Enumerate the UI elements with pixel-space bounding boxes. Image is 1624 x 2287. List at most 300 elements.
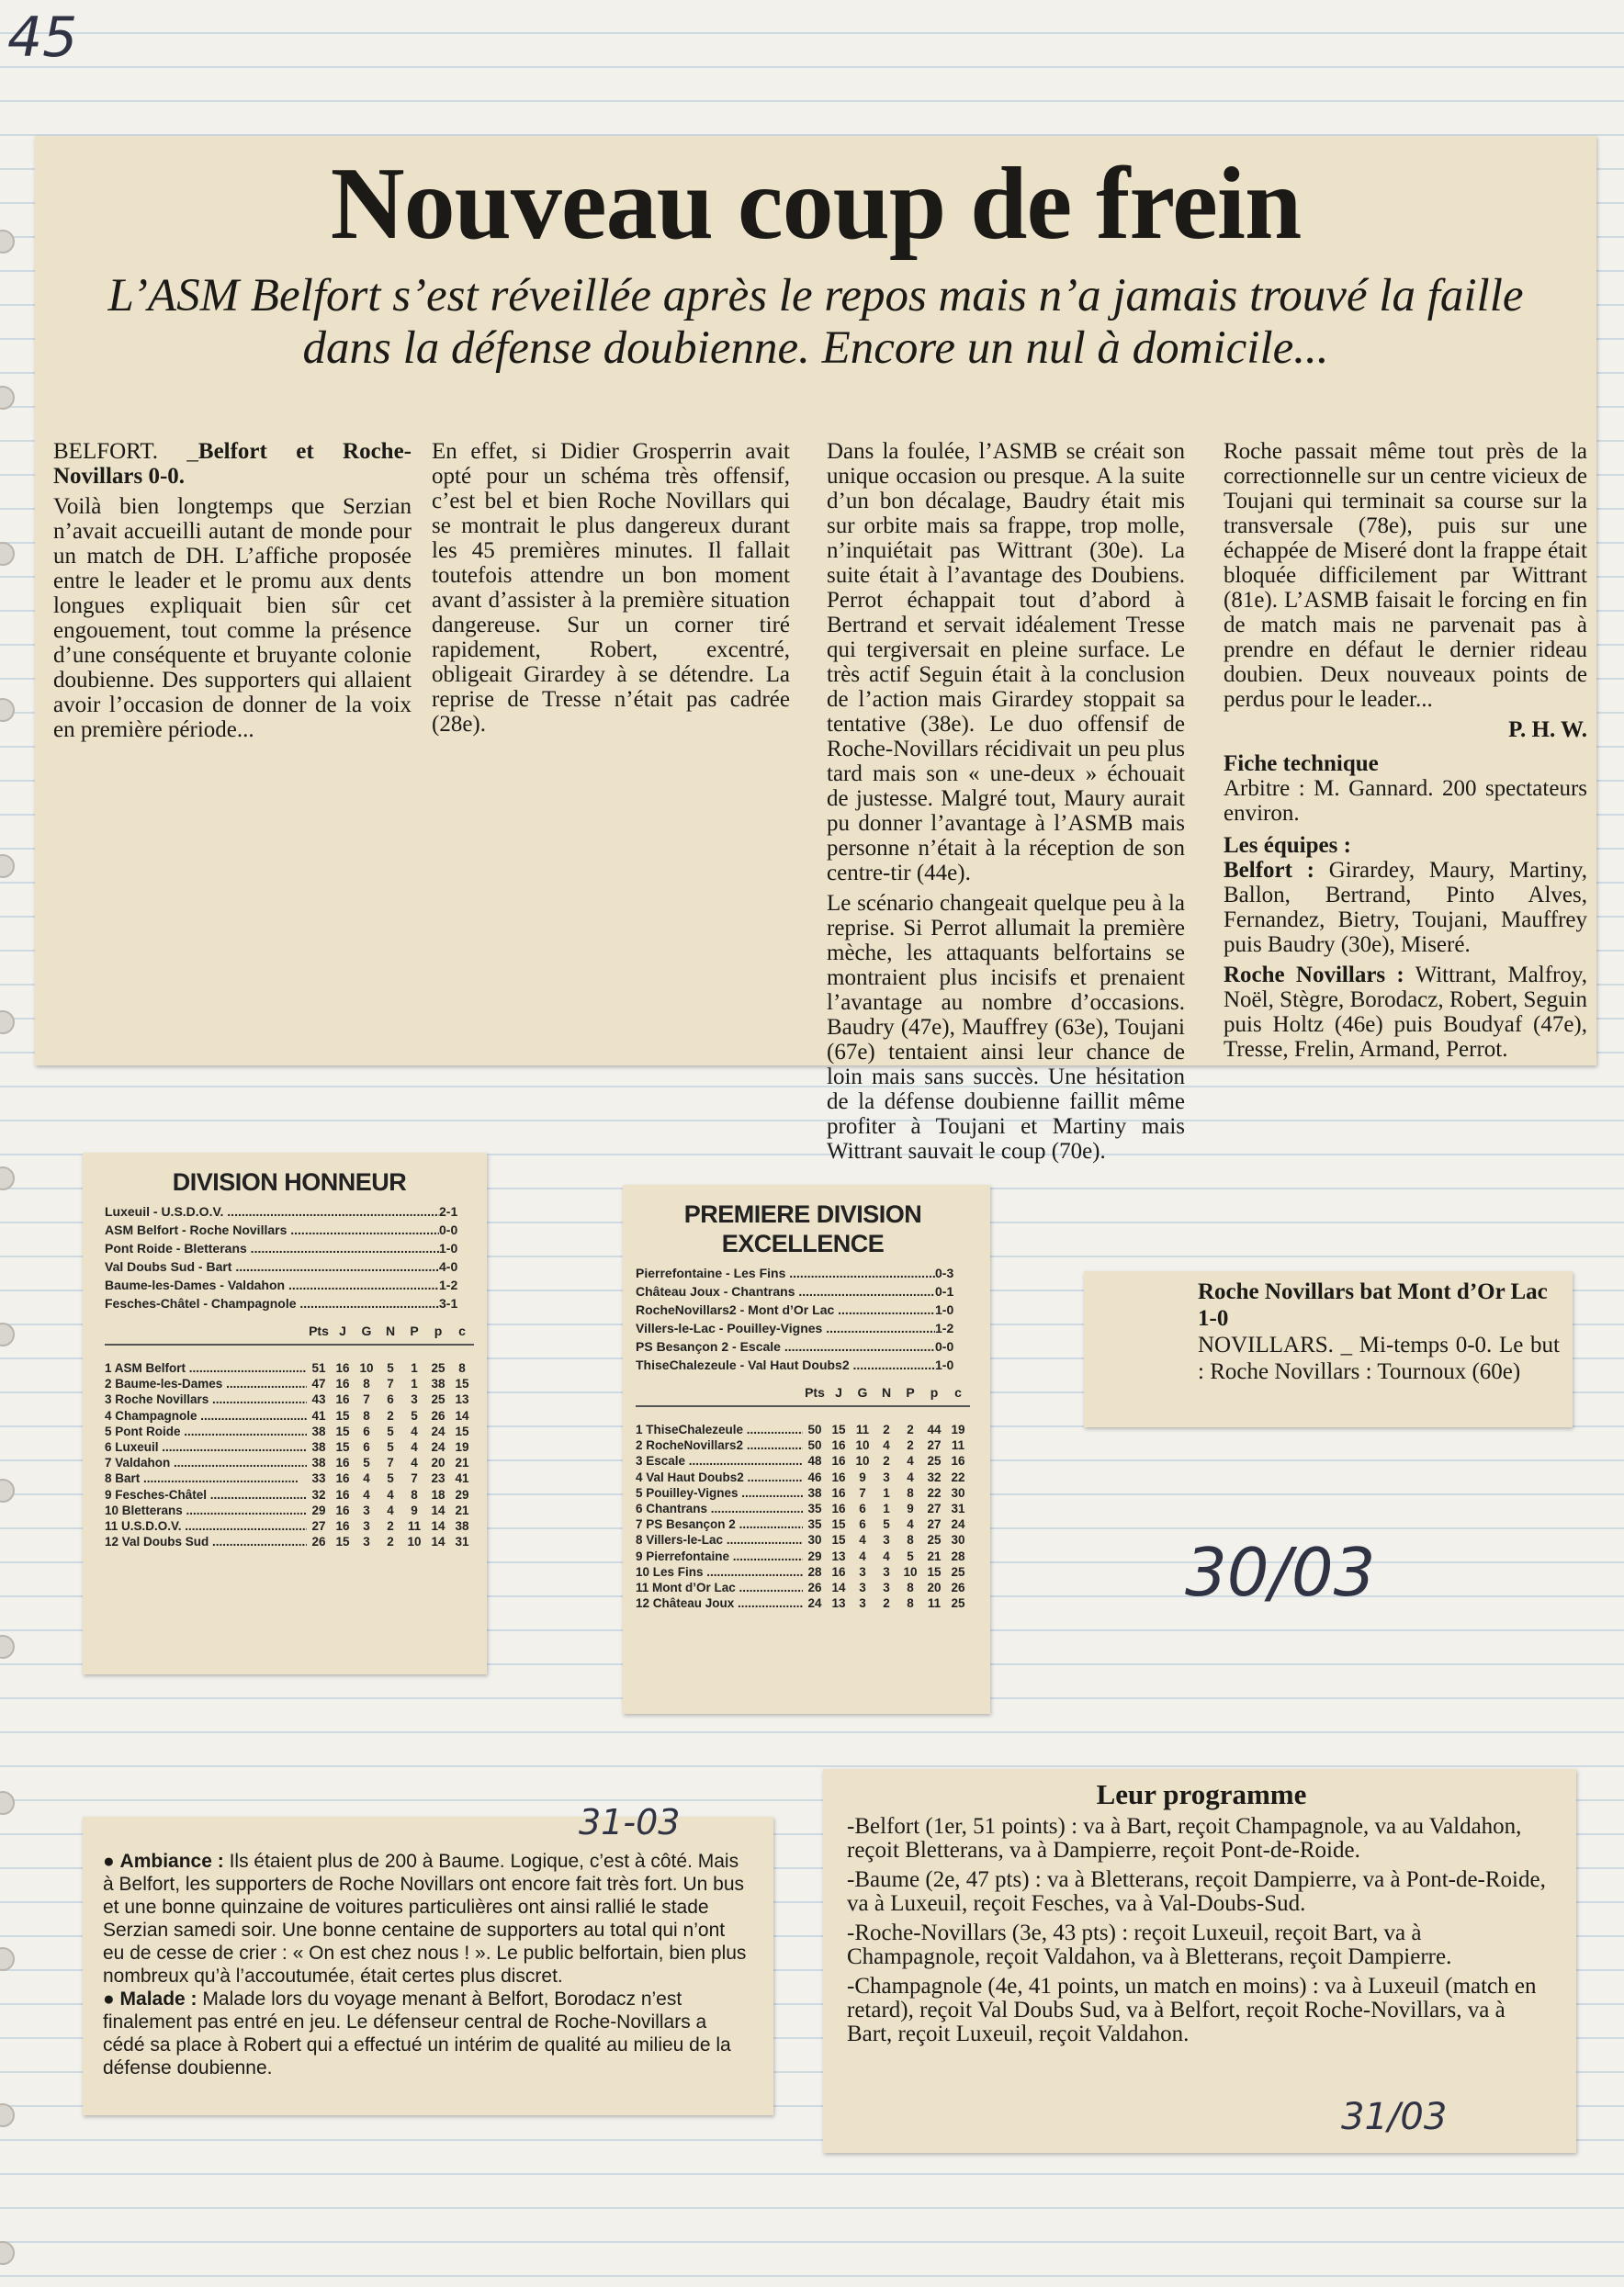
article-body — [44, 439, 1596, 1164]
standings-cell: 8 — [907, 1581, 914, 1595]
roche-novillars-brief — [1084, 1271, 1573, 1427]
standings-cell: 16 — [335, 1487, 350, 1502]
standings-cell: 3 — [411, 1392, 418, 1407]
paragraph: Le scénario changeait quelque peu à la reprise. Si Perrot allumait la première mèche, les attaquants belfortains se montraient plus incisifs et prenaient l’avantage au nombre d’occasions. Baudry (47e), Mauffrey (63e), Toujani (67e) tentaient ainsi leur chance de loin mais sans succès. Une hésitation de la défense doubienne faillit même profiter à Toujani et Martiny mais Wittrant sauvait le coup (70e). — [827, 891, 1185, 1164]
team-name: 8 Bart ..... — [105, 1470, 307, 1486]
standings-cell: 18 — [431, 1487, 445, 1502]
standings-cell: 3 — [883, 1533, 890, 1548]
premiere-division-table — [623, 1185, 990, 1714]
handwritten-date: 31-03 — [579, 1802, 681, 1842]
signature: P. H. W. — [1508, 717, 1587, 742]
standings-cell: 16 — [335, 1471, 350, 1486]
result-score: 4-0 — [439, 1259, 458, 1274]
standings-cell: 2 — [387, 1535, 394, 1549]
standings-cell: 38 — [311, 1424, 326, 1438]
standings-cell: 23 — [431, 1471, 445, 1486]
standings-cell: 16 — [335, 1456, 350, 1470]
standings-cell: 5 — [387, 1424, 394, 1438]
result-score: 2-1 — [439, 1204, 458, 1219]
result-row — [105, 1221, 474, 1239]
result-score: 1-0 — [935, 1302, 954, 1317]
standings-cell: 3 — [859, 1581, 866, 1595]
team-name: 2 RocheNovillars2 ..... — [636, 1437, 803, 1453]
standings-cell: 8 — [907, 1485, 914, 1500]
standings-cell: 16 — [831, 1454, 846, 1469]
ambiance-text: Ils étaient plus de 200 à Baume. Logique, c’est à côté. Mais à Belfort, les supporters de Roche Novillars ont encore fait très fort. Un bus et une bonne quinzaine de voitures particulières ont ainsi rallié le stade Serzian samedi soir. Une bonne centaine de supporters au total qui n’ont eu de cesse de crier : « On est chez nous ! ». Le public belfortain, bien plus nombreux qu’à l’accoutumée, était certes plus discret. — [103, 1851, 747, 1987]
programme-item: -Roche-Novillars (3e, 43 pts) : reçoit Luxeuil, reçoit Bart, va à Champagnole, reçoit Valdahon, va à Bletterans, reçoit Dampierre. — [847, 1921, 1452, 1969]
standings-cell: 29 — [455, 1487, 469, 1502]
team-name: 5 Pouilley-Vignes ..... — [636, 1485, 803, 1501]
table-title: PREMIERE DIVISION — [683, 1200, 922, 1228]
standings-cell: 29 — [311, 1503, 326, 1517]
standings-cell: 15 — [831, 1533, 846, 1548]
team-name: 4 Val Haut Doubs2 ..... — [636, 1470, 803, 1485]
standings-row — [105, 1424, 474, 1439]
standings-cell: 28 — [807, 1564, 822, 1579]
standings-cell: 44 — [927, 1423, 942, 1436]
table-subtitle: EXCELLENCE — [721, 1230, 885, 1257]
standings-cell: 32 — [311, 1487, 326, 1502]
paragraph: Roche passait même tout près de la correctionnelle sur un centre vicieux de Toujani qui terminait sa course sur la transversale (78e), puis sur une échappée de Miseré dont la frappe était bloquée difficilement par Wittrant (81e). L’ASMB faisait le forcing en fin de match mais ne parvenait pas à prendre en défaut le dernier rideau doubien. Deux nouveaux points de perdus pour le leader... — [1224, 439, 1587, 712]
standings-cell: 27 — [311, 1519, 326, 1534]
standings-cell: 8 — [363, 1377, 370, 1391]
team-name: 10 Bletterans ..... — [105, 1503, 307, 1518]
standings-cell: 5 — [387, 1471, 394, 1486]
main-article-clipping — [35, 136, 1596, 1164]
result-score: 3-1 — [439, 1296, 458, 1311]
standings-header-cell: G — [361, 1324, 372, 1338]
standings-cell: 9 — [411, 1503, 418, 1517]
standings-row — [105, 1503, 474, 1518]
standings-cell: 41 — [311, 1408, 326, 1423]
standings-cell: 1 — [883, 1485, 890, 1500]
standings-row — [105, 1360, 474, 1376]
standings-header-cell: N — [881, 1385, 892, 1400]
standings-cell: 25 — [431, 1392, 445, 1407]
paragraph: Voilà bien longtemps que Serzian n’avait accueilli autant de monde pour un match de DH. L’affiche proposée entre le leader et le promu aux dents longues expliquait bien sûr cet engouement, tout comme la présence d’une conséquente et bruyante colonie doubienne. Des supporters qui allaient avoir l’occasion de donner de la voix en première période... — [53, 494, 412, 742]
standings-cell: 11 — [855, 1423, 870, 1436]
standings-cell: 15 — [335, 1408, 350, 1423]
article-column-3 — [827, 439, 1185, 1169]
result-score: 1-2 — [439, 1278, 458, 1292]
standings-cell: 2 — [907, 1423, 914, 1436]
dateline: BELFORT. _ — [53, 439, 198, 464]
standings-cell: 3 — [883, 1564, 890, 1579]
standings-row — [636, 1516, 970, 1532]
standings-cell: 2 — [883, 1454, 890, 1469]
standings-cell: 8 — [907, 1533, 914, 1548]
result-match: Château Joux - Chantrans ..... — [636, 1282, 935, 1301]
paragraph: Dans la foulée, l’ASMB se créait son unique occasion ou presque. A la suite d’un bon décalage, Baudry était mis sur orbite mais sa frappe, trop molle, n’inquiétait pas Wittrant (30e). La suite était à l’avantage des Doubiens. Perrot échappait tout d’abord à Bertrand et servait idéalement Tresse qui tergiversait en pleine surface. Le très actif Seguin était à la conclusion de l’action mais Girardey stoppait sa tentative (38e). Le duo offensif de Roche-Novillars récidivait un peu plus tard mais son « une-deux » échouait de justesse. Malgré tout, Maury aurait pu donner l’avantage à l’ASMB mais personne n’était à la réception de son centre-tir (44e). — [827, 439, 1185, 885]
result-row — [105, 1276, 474, 1294]
standings-cell: 43 — [311, 1392, 326, 1407]
standings-cell: 50 — [807, 1438, 822, 1453]
ambiance-label: Ambiance : — [119, 1851, 224, 1872]
standings-cell: 16 — [335, 1503, 350, 1517]
standings-cell: 35 — [807, 1517, 822, 1532]
result-match: Pont Roide - Bletterans ..... — [105, 1239, 439, 1257]
team-name: 12 Château Joux ..... — [636, 1595, 803, 1611]
standings-cell: 7 — [859, 1485, 866, 1500]
standings-cell: 10 — [407, 1535, 422, 1549]
equipes-title: Les équipes : — [1224, 833, 1351, 858]
standings-cell: 7 — [411, 1471, 418, 1486]
result-match: ASM Belfort - Roche Novillars ..... — [105, 1221, 439, 1239]
result-row — [636, 1282, 970, 1301]
standings-cell: 20 — [431, 1456, 445, 1470]
result-row — [636, 1264, 970, 1282]
standings-cell: 3 — [363, 1503, 370, 1517]
standings-cell: 3 — [883, 1470, 890, 1484]
standings-cell: 31 — [951, 1502, 965, 1516]
standings-cell: 7 — [363, 1392, 370, 1407]
standings-row — [636, 1485, 970, 1501]
result-row — [636, 1301, 970, 1319]
standings-cell: 25 — [951, 1564, 965, 1579]
standings-cell: 24 — [807, 1596, 822, 1611]
team-name: 1 ThiseChalezeule ..... — [636, 1422, 803, 1437]
standings-cell: 38 — [431, 1377, 445, 1391]
standings-header — [105, 1324, 474, 1346]
standings-cell: 25 — [951, 1596, 965, 1611]
standings-header-cell: c — [954, 1385, 962, 1400]
standings-cell: 25 — [927, 1454, 942, 1469]
result-row — [105, 1239, 474, 1257]
standings-cell: 10 — [855, 1454, 870, 1469]
standings-cell: 9 — [859, 1470, 866, 1484]
standings-cell: 24 — [951, 1517, 965, 1532]
deck: L’ASM Belfort s’est réveillée après le repos mais n’a jamais trouvé la faille dans la défense doubienne. Encore un nul à domicile... — [107, 270, 1524, 374]
malade-text: Malade lors du voyage menant à Belfort, Borodacz n’est finalement pas entré en jeu. Le défenseur central de Roche-Novillars a cédé sa place à Robert qui a effectué un intérim de qualité au milieu de la défense doubienne. — [103, 1988, 731, 2079]
header-spacer — [636, 1385, 803, 1400]
standings-cell: 7 — [387, 1377, 394, 1391]
standings-row — [105, 1439, 474, 1455]
standings-cell: 10 — [903, 1564, 918, 1579]
standings-cell: 4 — [883, 1549, 890, 1563]
standings-cell: 26 — [807, 1581, 822, 1595]
standings-header-cell: J — [835, 1385, 842, 1400]
standings-cell: 4 — [907, 1470, 914, 1484]
standings-row — [636, 1437, 970, 1453]
standings-row — [105, 1470, 474, 1486]
standings-cell: 2 — [387, 1408, 394, 1423]
result-row — [636, 1337, 970, 1356]
standings-row — [105, 1376, 474, 1391]
team-name: 8 Villers-le-Lac ..... — [636, 1532, 803, 1548]
result-row — [105, 1294, 474, 1312]
standings-cell: 10 — [855, 1438, 870, 1453]
belfort-players: Girardey, Maury, Martiny, Ballon, Bertrand, Pinto Alves, Fernandez, Bietry, Toujani, Mauffrey puis Baudry (30e), Miseré. — [1224, 858, 1587, 957]
standings-cell: 16 — [335, 1361, 350, 1375]
standings-cell: 25 — [927, 1533, 942, 1548]
standings-cell: 4 — [387, 1487, 394, 1502]
result-score: 0-0 — [439, 1222, 458, 1237]
standings-header-cell: p — [930, 1385, 939, 1400]
standings-cell: 8 — [363, 1408, 370, 1423]
programme-clipping — [823, 1769, 1576, 2153]
programme-title: Leur programme — [1096, 1778, 1307, 1810]
standings-row — [105, 1455, 474, 1470]
result-match: ThiseChalezeule - Val Haut Doubs2 ..... — [636, 1356, 935, 1374]
standings-cell: 22 — [927, 1485, 942, 1500]
result-row — [636, 1356, 970, 1374]
standings-cell: 5 — [907, 1549, 914, 1563]
standings-cell: 48 — [807, 1454, 822, 1469]
standings-cell: 26 — [431, 1408, 445, 1423]
team-name: 11 Mont d’Or Lac ..... — [636, 1580, 803, 1595]
standings-cell: 11 — [927, 1596, 942, 1611]
standings-cell: 4 — [363, 1487, 370, 1502]
standings-cell: 15 — [335, 1440, 350, 1455]
result-score: 0-3 — [935, 1266, 954, 1280]
standings-cell: 22 — [951, 1470, 965, 1484]
result-match: Villers-le-Lac - Pouilley-Vignes ..... — [636, 1319, 935, 1337]
standings-cell: 15 — [831, 1517, 846, 1532]
standings-cell: 3 — [883, 1581, 890, 1595]
standings-cell: 38 — [455, 1519, 469, 1534]
team-name: 11 U.S.D.O.V. ..... — [105, 1518, 307, 1534]
result-row — [105, 1202, 474, 1221]
standings-cell: 3 — [363, 1519, 370, 1534]
standings-cell: 14 — [431, 1535, 445, 1549]
standings-cell: 5 — [411, 1408, 418, 1423]
result-score: 0-0 — [935, 1339, 954, 1354]
standings-cell: 6 — [387, 1392, 394, 1407]
team-name: 3 Roche Novillars ..... — [105, 1391, 307, 1407]
standings-cell: 28 — [951, 1549, 965, 1563]
article-column-1 — [53, 439, 412, 748]
standings-cell: 19 — [951, 1423, 965, 1436]
standings-cell: 5 — [363, 1456, 370, 1470]
standings-cell: 4 — [907, 1454, 914, 1469]
standings-cell: 16 — [831, 1470, 846, 1484]
brief-title: Roche Novillars bat Mont d’Or Lac 1-0 — [1198, 1279, 1548, 1331]
standings-row — [636, 1549, 970, 1564]
standings-cell: 4 — [859, 1549, 866, 1563]
team-name: 5 Pont Roide ..... — [105, 1424, 307, 1439]
standings-cell: 2 — [883, 1596, 890, 1611]
standings-cell: 9 — [907, 1502, 914, 1516]
standings-header-cell: N — [385, 1324, 396, 1338]
standings-cell: 29 — [807, 1549, 822, 1563]
standings-cell: 4 — [363, 1471, 370, 1486]
standings-header-cell: G — [857, 1385, 868, 1400]
standings-cell: 26 — [951, 1581, 965, 1595]
standings-cell: 21 — [927, 1549, 942, 1563]
team-name: 10 Les Fins ..... — [636, 1564, 803, 1580]
standings-cell: 13 — [455, 1392, 469, 1407]
standings-cell: 6 — [363, 1440, 370, 1455]
standings-cell: 24 — [431, 1440, 445, 1455]
result-match: Baume-les-Dames - Valdahon ..... — [105, 1276, 439, 1294]
team-name: 9 Pierrefontaine ..... — [636, 1549, 803, 1564]
standings-cell: 41 — [455, 1471, 469, 1486]
standings-cell: 15 — [455, 1377, 469, 1391]
standings-row — [636, 1470, 970, 1485]
standings-header-cell: c — [458, 1324, 466, 1338]
standings-cell: 16 — [951, 1454, 965, 1469]
handwritten-date: 30/03 — [1185, 1534, 1376, 1611]
standings-row — [105, 1518, 474, 1534]
standings-cell: 16 — [831, 1438, 846, 1453]
article-column-2 — [432, 439, 790, 742]
team-name: 7 PS Besançon 2 ..... — [636, 1516, 803, 1532]
team-name: 2 Baume-les-Dames ..... — [105, 1376, 307, 1391]
standings-cell: 24 — [431, 1424, 445, 1438]
team-name: 4 Champagnole ..... — [105, 1408, 307, 1424]
standings-cell: 27 — [927, 1502, 942, 1516]
standings-cell: 16 — [831, 1564, 846, 1579]
result-score: 0-1 — [935, 1284, 954, 1299]
standings-row — [636, 1532, 970, 1548]
standings-list — [636, 1422, 970, 1611]
standings-header-cell: P — [410, 1324, 419, 1338]
result-score: 1-2 — [935, 1321, 954, 1335]
standings-cell: 6 — [363, 1424, 370, 1438]
standings-cell: 2 — [907, 1438, 914, 1453]
standings-cell: 4 — [859, 1533, 866, 1548]
standings-cell: 11 — [407, 1519, 422, 1534]
standings-cell: 31 — [455, 1535, 469, 1549]
standings-row — [105, 1534, 474, 1549]
standings-cell: 25 — [431, 1361, 445, 1375]
standings-row — [636, 1422, 970, 1437]
programme-item: -Baume (2e, 47 pts) : va à Bletterans, reçoit Dampierre, va à Pont-de-Roide, va à Luxeuil, reçoit Fesches, va à Val-Doubs-Sud. — [847, 1867, 1546, 1916]
standings-cell: 27 — [927, 1517, 942, 1532]
standings-cell: 15 — [335, 1424, 350, 1438]
standings-cell: 19 — [455, 1440, 469, 1455]
standings-cell: 4 — [883, 1438, 890, 1453]
standings-cell: 4 — [411, 1424, 418, 1438]
standings-row — [636, 1501, 970, 1516]
team-name: 1 ASM Belfort ..... — [105, 1360, 307, 1376]
standings-cell: 47 — [311, 1377, 326, 1391]
result-match: RocheNovillars2 - Mont d’Or Lac ..... — [636, 1301, 935, 1319]
standings-row — [636, 1453, 970, 1469]
standings-cell: 21 — [455, 1503, 469, 1517]
standings-cell: 27 — [927, 1438, 942, 1453]
header-spacer — [105, 1324, 307, 1338]
standings-cell: 2 — [883, 1423, 890, 1436]
standings-cell: 30 — [807, 1533, 822, 1548]
standings-cell: 30 — [951, 1485, 965, 1500]
standings-cell: 8 — [458, 1361, 466, 1375]
fiche-technique-text: Arbitre : M. Gannard. 200 spectateurs environ. — [1224, 776, 1587, 826]
bullet: ● — [103, 1851, 120, 1872]
standings-cell: 4 — [907, 1517, 914, 1532]
team-name: 3 Escale ..... — [636, 1453, 803, 1469]
result-match: Luxeuil - U.S.D.O.V. ..... — [105, 1202, 439, 1221]
standings-cell: 10 — [359, 1361, 374, 1375]
result-match: PS Besançon 2 - Escale ..... — [636, 1337, 935, 1356]
standings-cell: 16 — [831, 1485, 846, 1500]
standings-row — [636, 1580, 970, 1595]
standings-cell: 4 — [411, 1440, 418, 1455]
bullet: ● — [103, 1988, 120, 2010]
standings-cell: 30 — [951, 1533, 965, 1548]
standings-cell: 16 — [335, 1377, 350, 1391]
standings-cell: 4 — [387, 1503, 394, 1517]
standings-row — [105, 1408, 474, 1424]
result-match: Fesches-Châtel - Champagnole ..... — [105, 1294, 439, 1312]
match-result: Belfort et Roche-Novillars 0-0. — [53, 439, 412, 489]
team-name: 6 Chantrans ..... — [636, 1501, 803, 1516]
standings-cell: 38 — [311, 1456, 326, 1470]
team-name: 6 Luxeuil ..... — [105, 1439, 307, 1455]
team-name: 12 Val Doubs Sud ..... — [105, 1534, 307, 1549]
standings-cell: 38 — [807, 1485, 822, 1500]
standings-cell: 15 — [927, 1564, 942, 1579]
standings-cell: 13 — [831, 1596, 846, 1611]
result-score: 1-0 — [935, 1358, 954, 1372]
table-title: DIVISION HONNEUR — [172, 1168, 407, 1196]
brief-text: NOVILLARS. _ Mi-temps 0-0. Le but : Roche Novillars : Tournoux (60e) — [1198, 1333, 1560, 1384]
standings-cell: 14 — [455, 1408, 469, 1423]
standings-cell: 5 — [387, 1440, 394, 1455]
standings-cell: 38 — [311, 1440, 326, 1455]
division-honneur-table — [83, 1153, 487, 1674]
roche-label: Roche Novillars : — [1224, 963, 1404, 987]
standings-cell: 11 — [951, 1438, 965, 1453]
standings-cell: 35 — [807, 1502, 822, 1516]
standings-cell: 14 — [831, 1581, 846, 1595]
standings-cell: 33 — [311, 1471, 326, 1486]
standings-cell: 46 — [807, 1470, 822, 1484]
standings-cell: 51 — [311, 1361, 326, 1375]
standings-cell: 1 — [411, 1361, 418, 1375]
standings-cell: 15 — [455, 1424, 469, 1438]
standings-cell: 5 — [387, 1361, 394, 1375]
standings-cell: 1 — [883, 1502, 890, 1516]
standings-cell: 50 — [807, 1423, 822, 1436]
standings-cell: 6 — [859, 1517, 866, 1532]
programme-item: -Belfort (1er, 51 points) : va à Bart, reçoit Champagnole, va au Valdahon, reçoit Bletterans, va à Dampierre, reçoit Pont-de-Roide. — [847, 1814, 1522, 1863]
standings-cell: 3 — [363, 1535, 370, 1549]
standings-cell: 16 — [831, 1502, 846, 1516]
standings-cell: 21 — [455, 1456, 469, 1470]
standings-cell: 16 — [335, 1519, 350, 1534]
standings-header — [636, 1385, 970, 1407]
standings-cell: 15 — [335, 1535, 350, 1549]
result-match: Val Doubs Sud - Bart ..... — [105, 1257, 439, 1276]
team-name: 9 Fesches-Châtel ..... — [105, 1487, 307, 1503]
standings-row — [105, 1391, 474, 1407]
fiche-technique-title: Fiche technique — [1224, 751, 1379, 776]
standings-header-cell: P — [906, 1385, 915, 1400]
results-list — [105, 1202, 474, 1312]
standings-cell: 1 — [411, 1377, 418, 1391]
standings-cell: 7 — [387, 1456, 394, 1470]
standings-header-cell: Pts — [805, 1385, 825, 1400]
standings-cell: 4 — [411, 1456, 418, 1470]
results-list — [636, 1264, 970, 1374]
standings-cell: 14 — [431, 1503, 445, 1517]
standings-cell: 8 — [907, 1596, 914, 1611]
ambiance-clipping — [83, 1802, 773, 2115]
standings-cell: 6 — [859, 1502, 866, 1516]
handwritten-date: 31/03 — [1341, 2096, 1448, 2138]
standings-cell: 20 — [927, 1581, 942, 1595]
article-column-4 — [1224, 439, 1587, 1067]
malade-label: Malade : — [119, 1988, 197, 2010]
result-row — [105, 1257, 474, 1276]
standings-header-cell: Pts — [309, 1324, 329, 1338]
standings-cell: 16 — [335, 1392, 350, 1407]
belfort-label: Belfort : — [1224, 858, 1314, 883]
standings-row — [636, 1564, 970, 1580]
standings-cell: 14 — [431, 1519, 445, 1534]
result-match: Pierrefontaine - Les Fins ..... — [636, 1264, 935, 1282]
